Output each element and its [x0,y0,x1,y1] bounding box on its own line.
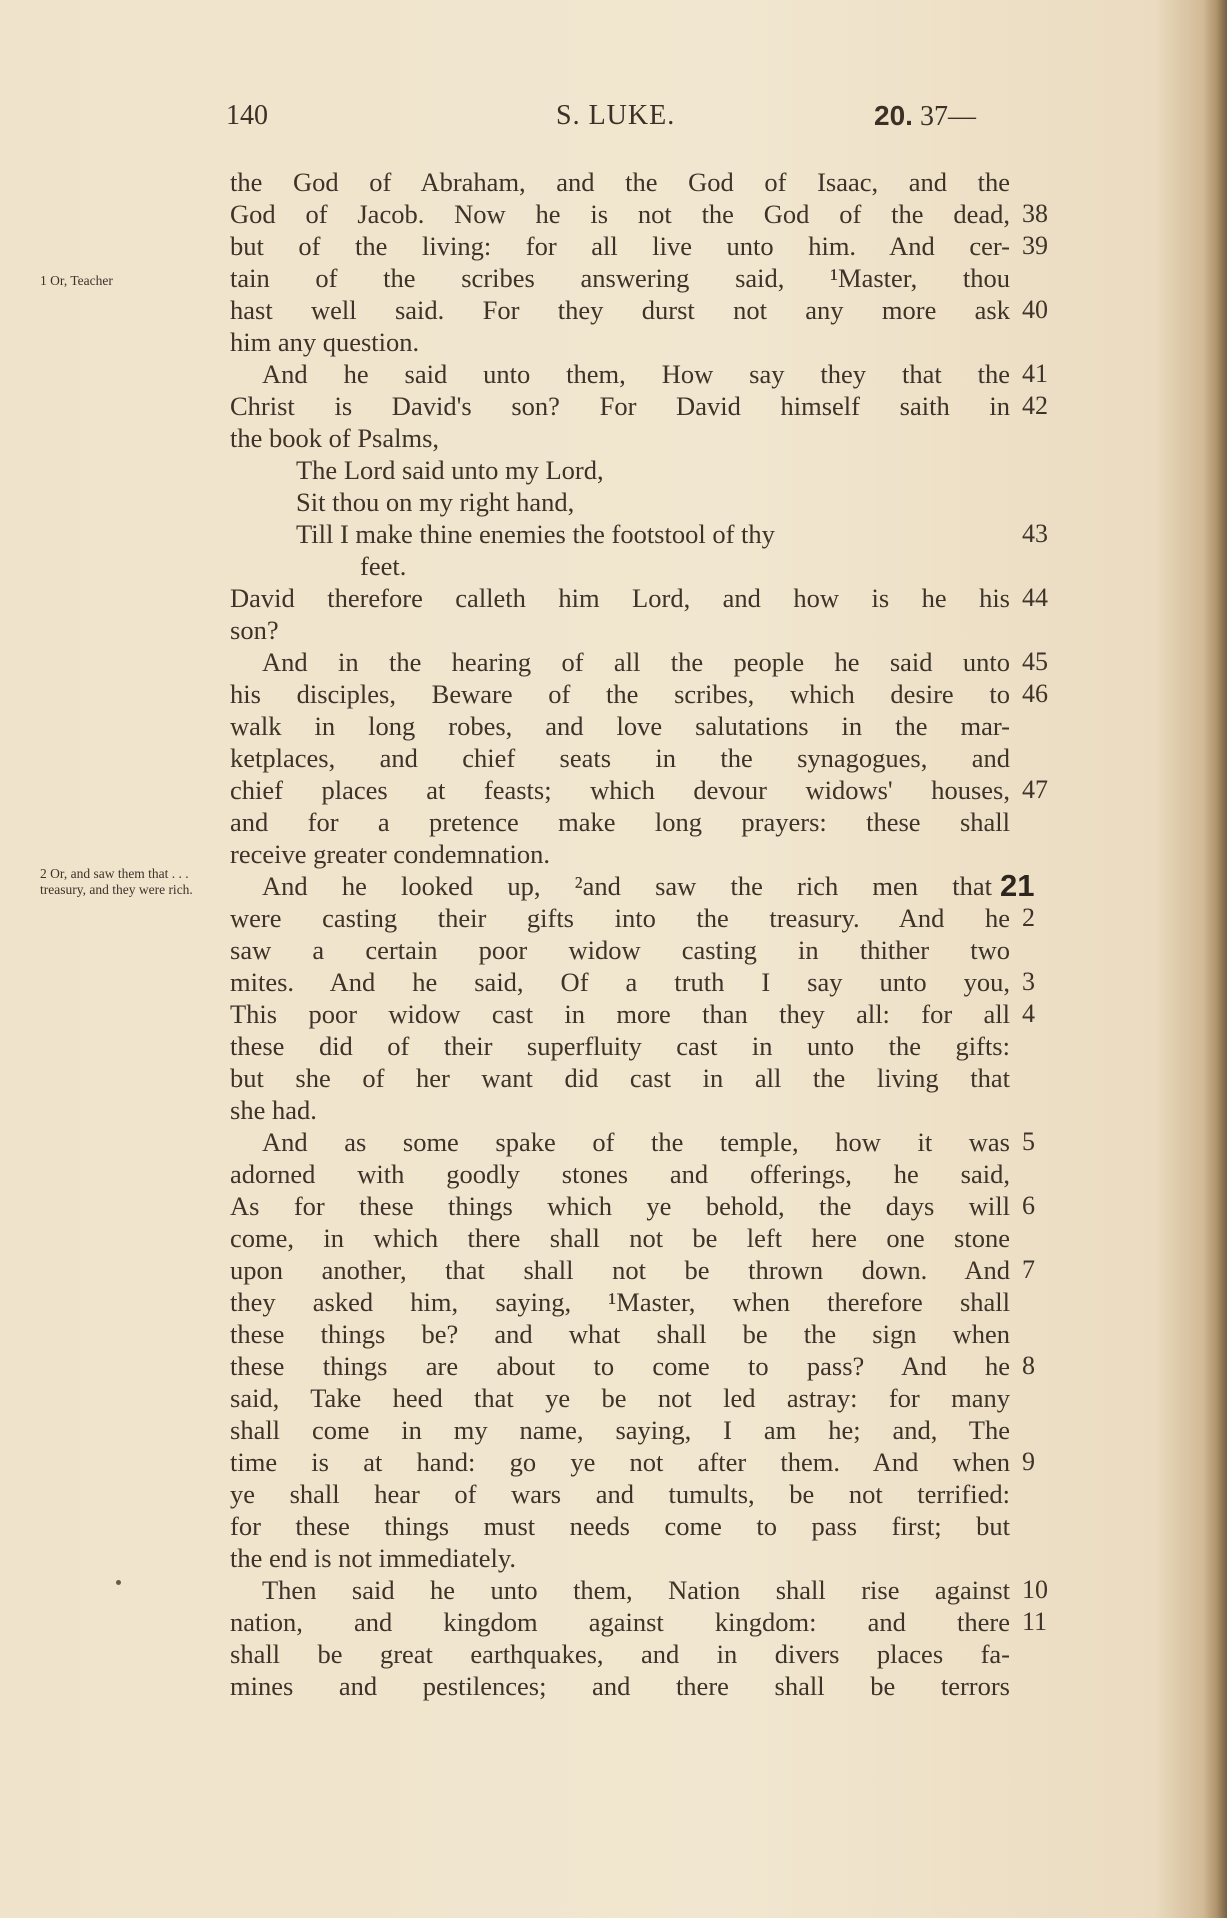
text-line: tain of the scribes answering said, ¹Master, thou [230,263,1010,293]
verse-number: 9 [1022,1447,1035,1476]
margin-note-2: 2 Or, and saw them that . . . treasury, and they were rich. [40,866,193,897]
text-line: And as some spake of the temple, how it was [262,1127,1010,1157]
margin-dot [116,1580,121,1585]
margin-note-1: 1 Or, Teacher [40,273,113,288]
text-line: nation, and kingdom against kingdom: and there [230,1607,1010,1637]
text-line: mites. And he said, Of a truth I say unto you, [230,967,1010,997]
text-line: but she of her want did cast in all the living that [230,1063,1010,1093]
text-line: but of the living: for all live unto him. And cer- [230,231,1010,261]
text-line: saw a certain poor widow casting in thither two [230,935,1010,965]
verse-number: 3 [1022,967,1035,996]
verse-number: 6 [1022,1191,1035,1220]
text-line: feet. [360,551,407,581]
text-line: the God of Abraham, and the God of Isaac, and the [230,167,1010,197]
chapter-ref: 20. [874,100,913,131]
text-line: adorned with goodly stones and offerings, he said, [230,1159,1010,1189]
page-spine-shadow [1203,0,1227,1918]
text-line: him any question. [230,327,420,357]
text-line: upon another, that shall not be thrown down. And [230,1255,1010,1285]
text-line: hast well said. For they durst not any more ask [230,295,1010,325]
text-line: said, Take heed that ye be not led astray: for many [230,1383,1010,1413]
text-line: walk in long robes, and love salutations in the mar- [230,711,1010,741]
verse-number: 38 [1022,199,1048,228]
book-title: S. LUKE. [556,100,676,131]
text-line: ketplaces, and chief seats in the synagogues, and [230,743,1010,773]
text-line: his disciples, Beware of the scribes, which desire to [230,679,1010,709]
text-line: these things be? and what shall be the sign when [230,1319,1010,1349]
verse-number: 40 [1022,295,1048,324]
text-line: And in the hearing of all the people he said unto [262,647,1010,677]
text-line: and for a pretence make long prayers: these shall [230,807,1010,837]
text-line: these things are about to come to pass? And he [230,1351,1010,1381]
text-line: the end is not immediately. [230,1543,517,1573]
verse-number: 11 [1022,1607,1048,1636]
text-line: Sit thou on my right hand, [296,487,575,517]
verse-number: 42 [1022,391,1048,420]
text-line: As for these things which ye behold, the days will [230,1191,1010,1221]
text-line: ye shall hear of wars and tumults, be not terrified: [230,1479,1010,1509]
text-line: The Lord said unto my Lord, [296,455,604,485]
text-line: son? [230,615,279,645]
text-line: time is at hand: go ye not after them. And when [230,1447,1010,1477]
text-line: mines and pestilences; and there shall be terrors [230,1671,1010,1701]
text-line: receive greater condemnation. [230,839,551,869]
text-line: And he looked up, ²and saw the rich men that [262,871,992,901]
text-line: shall be great earthquakes, and in divers places fa- [230,1639,1010,1669]
chapter-number: 21 [1000,868,1035,903]
verse-number: 39 [1022,231,1048,260]
verse-number: 46 [1022,679,1048,708]
text-line: Christ is David's son? For David himself saith in [230,391,1010,421]
verse-number: 5 [1022,1127,1035,1156]
text-line: shall come in my name, saying, I am he; and, The [230,1415,1010,1445]
verse-number: 7 [1022,1255,1035,1284]
verse-number: 44 [1022,583,1048,612]
text-line: David therefore calleth him Lord, and how is he his [230,583,1010,613]
chapter-verse-reference [874,100,976,133]
verse-number: 2 [1022,903,1035,932]
text-line: Then said he unto them, Nation shall rise against [262,1575,1010,1605]
text-line: the book of Psalms, [230,423,440,453]
verse-number: 47 [1022,775,1048,804]
verse-number: 43 [1022,519,1048,548]
verse-number: 41 [1022,359,1048,388]
text-line: come, in which there shall not be left here one stone [230,1223,1010,1253]
text-line: these did of their superfluity cast in unto the gifts: [230,1031,1010,1061]
text-line: she had. [230,1095,317,1125]
verse-number: 10 [1022,1575,1048,1604]
text-line: for these things must needs come to pass first; but [230,1511,1010,1541]
text-line: chief places at feasts; which devour widows' houses, [230,775,1010,805]
verse-number: 8 [1022,1351,1035,1380]
text-line: This poor widow cast in more than they all: for all [230,999,1010,1029]
verse-number: 45 [1022,647,1048,676]
text-line: God of Jacob. Now he is not the God of the dead, [230,199,1010,229]
text-line: Till I make thine enemies the footstool of thy [296,519,775,549]
verse-ref: 37— [919,101,976,132]
text-line: they asked him, saying, ¹Master, when therefore shall [230,1287,1010,1317]
page-header [226,100,1006,140]
page-number: 140 [226,100,268,131]
text-line: And he said unto them, How say they that the [262,359,1010,389]
text-line: were casting their gifts into the treasury. And he [230,903,1010,933]
verse-number: 4 [1022,999,1035,1028]
